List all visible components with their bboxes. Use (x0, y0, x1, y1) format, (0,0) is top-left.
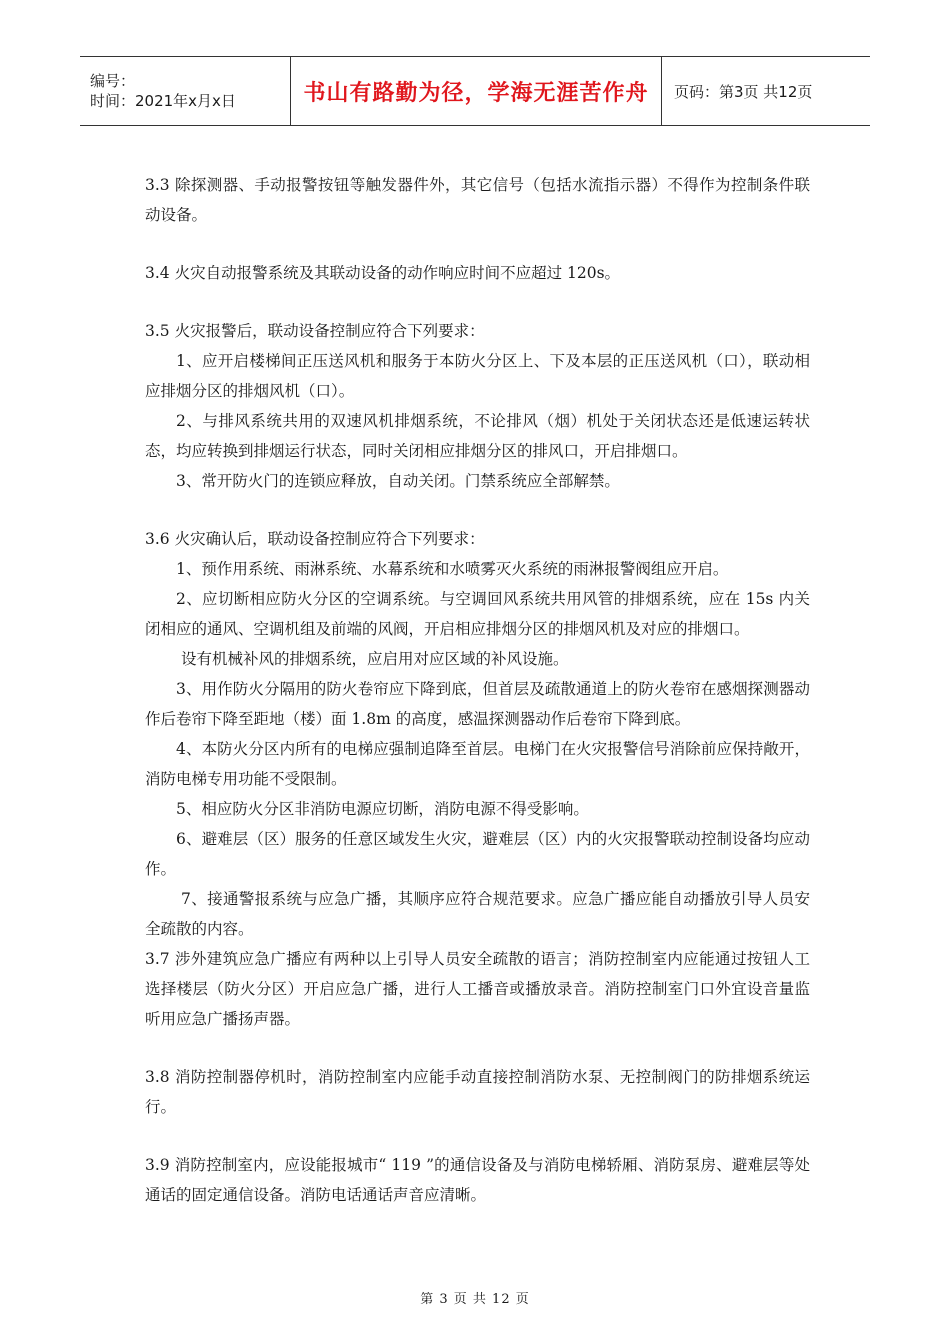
list-item: 2、与排风系统共用的双速风机排烟系统，不论排风（烟）机处于关闭状态还是低速运转状态，均应转换到排烟运行状态，同时关闭相应排烟分区的排风口，开启排烟口。 (145, 412, 810, 460)
list-item: 2、应切断相应防火分区的空调系统。与空调回风系统共用风管的排烟系统，应在 15s 内关闭相应的通风、空调机组及前端的风阀，开启相应排烟分区的排烟风机及对应的排烟口。 (145, 590, 810, 638)
paragraph-3-8: 3.8 消防控制器停机时，消防控制室内应能手动直接控制消防水泵、无控制阀门的防排烟系统运行。 (145, 1068, 810, 1116)
paragraph-3-5: 3.5 火灾报警后，联动设备控制应符合下列要求： (145, 322, 485, 340)
document-time-label: 时间：2021年x月x日 (90, 92, 236, 110)
header-page-info: 页码：第3页 共12页 (674, 82, 813, 101)
document-body (145, 170, 810, 1210)
header-motto: 书山有路勤为径，学海无涯苦作舟 (303, 80, 649, 106)
document-number-label: 编号： (90, 72, 136, 90)
list-item: 4、本防火分区内所有的电梯应强制追降至首层。电梯门在火灾报警信号消除前应保持敞开，消防电梯专用功能不受限制。 (145, 740, 810, 788)
list-item: 3、用作防火分隔用的防火卷帘应下降到底，但首层及疏散通道上的防火卷帘在感烟探测器动作后卷帘下降至距地（楼）面 1.8m 的高度，感温探测器动作后卷帘下降到底。 (145, 680, 810, 728)
list-item: 7、接通警报系统与应急广播，其顺序应符合规范要求。应急广播应能自动播放引导人员安全疏散的内容。 (145, 890, 810, 938)
header-meta (80, 57, 291, 125)
list-item-note: 设有机械补风的排烟系统，应启用对应区域的补风设施。 (181, 650, 569, 668)
paragraph-3-6: 3.6 火灾确认后，联动设备控制应符合下列要求： (145, 530, 485, 548)
paragraph-3-9: 3.9 消防控制室内，应设能报城市“ 119 ”的通信设备及与消防电梯轿厢、消防泵房、避难层等处通话的固定通信设备。消防电话通话声音应清晰。 (145, 1156, 810, 1204)
list-item: 3、常开防火门的连锁应释放，自动关闭。门禁系统应全部解禁。 (176, 472, 620, 490)
page-footer: 第 3 页 共 12 页 (420, 1292, 530, 1307)
paragraph-3-3: 3.3 除探测器、手动报警按钮等触发器件外，其它信号（包括水流指示器）不得作为控制条件联动设备。 (145, 176, 810, 224)
paragraph-3-7: 3.7 涉外建筑应急广播应有两种以上引导人员安全疏散的语言；消防控制室内应能通过按钮人工选择楼层（防火分区）开启应急广播，进行人工播音或播放录音。消防控制室门口外宜设音量监听用应急广播扬声器。 (145, 950, 810, 1028)
list-item: 6、避难层（区）服务的任意区域发生火灾，避难层（区）内的火灾报警联动控制设备均应动作。 (145, 830, 810, 878)
list-item: 1、应开启楼梯间正压送风机和服务于本防火分区上、下及本层的正压送风机（口），联动相应排烟分区的排烟风机（口）。 (145, 352, 810, 400)
paragraph-3-4: 3.4 火灾自动报警系统及其联动设备的动作响应时间不应超过 120s。 (145, 264, 621, 282)
list-item: 1、预作用系统、雨淋系统、水幕系统和水喷雾灭火系统的雨淋报警阀组应开启。 (176, 560, 729, 578)
page-header (80, 56, 870, 126)
list-item: 5、相应防火分区非消防电源应切断，消防电源不得受影响。 (176, 800, 589, 818)
header-motto-cell (291, 57, 662, 125)
